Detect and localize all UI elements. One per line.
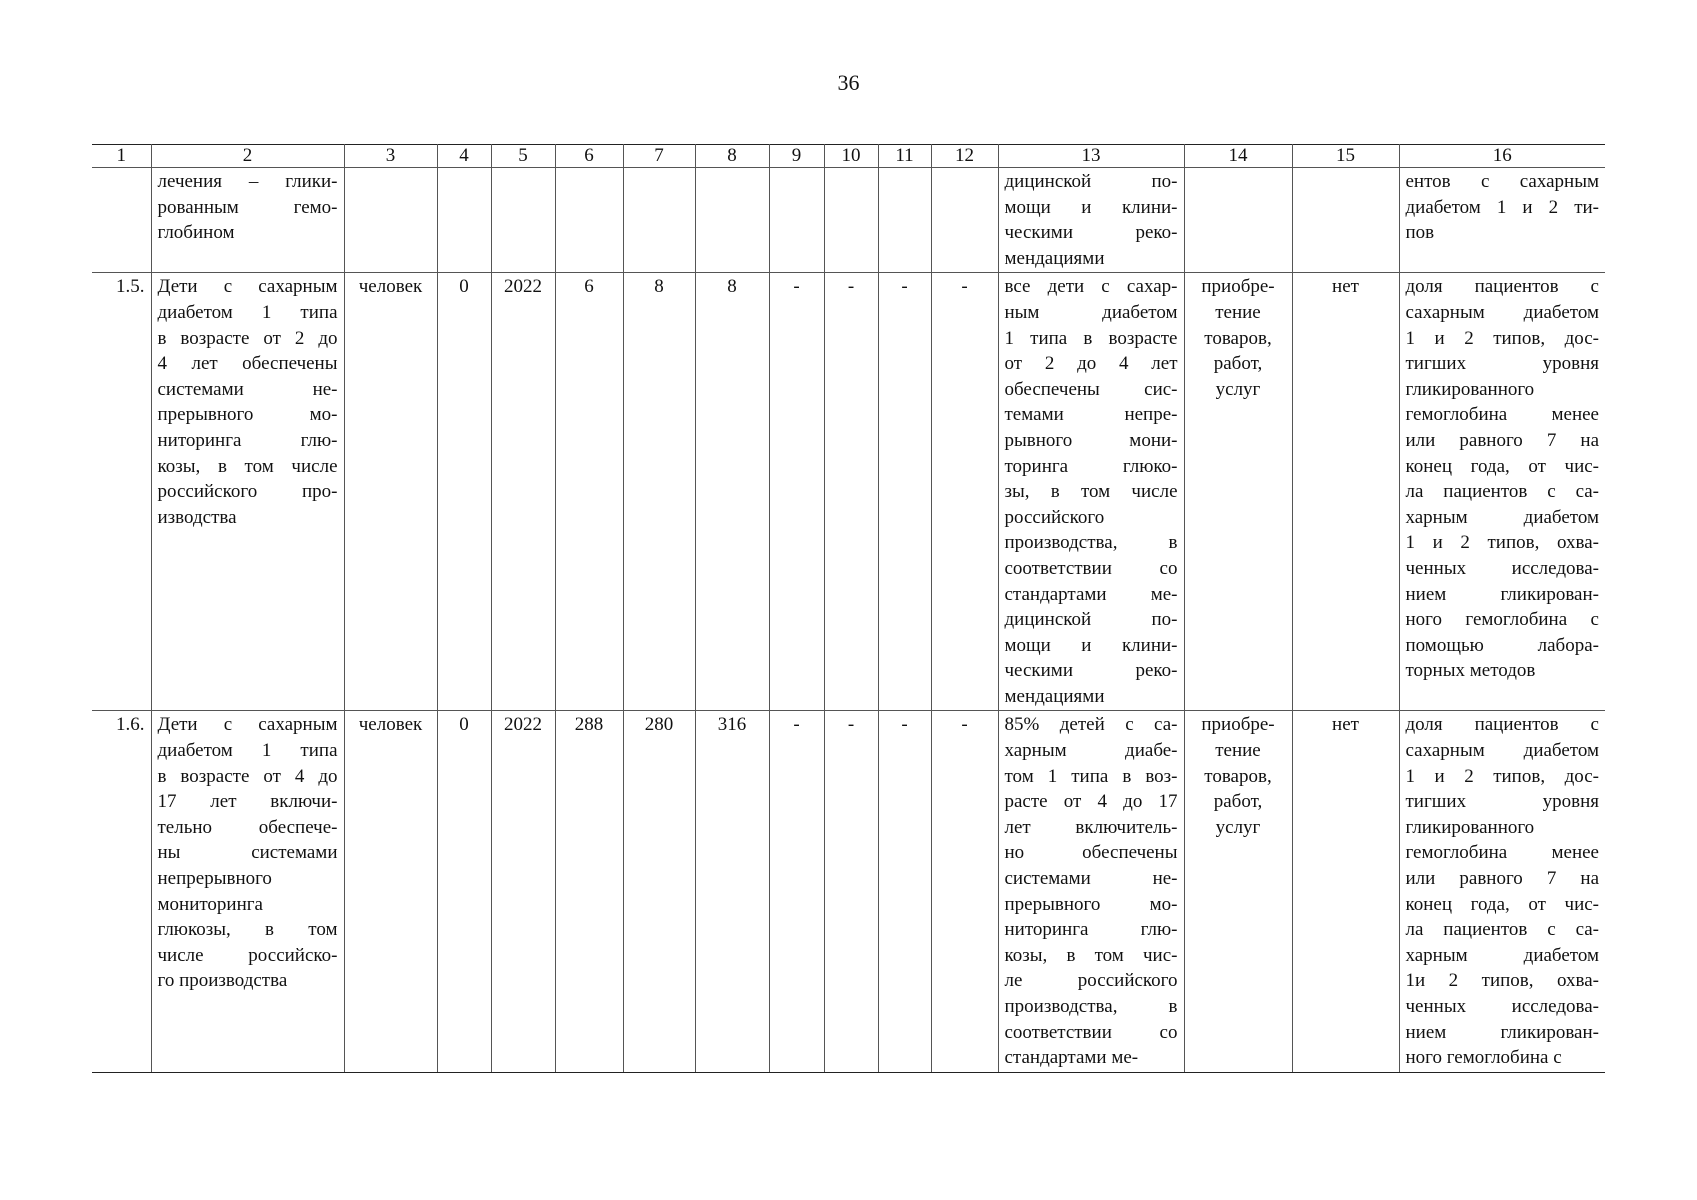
cell-col-14 xyxy=(1184,711,1292,1072)
cell-line: ческими реко- xyxy=(1004,660,1178,682)
column-header-4: 4 xyxy=(437,145,491,168)
column-header-13: 13 xyxy=(998,145,1184,168)
cell-line: системами не- xyxy=(1004,868,1178,890)
cell-line: 1 и 2 типов, дос- xyxy=(1405,765,1599,787)
cell-line: торинга глюко- xyxy=(1004,455,1178,477)
cell-line: в возрасте от 4 до xyxy=(157,765,338,787)
cell-line: ченных исследова- xyxy=(1405,557,1599,579)
cell-col-4: 0 xyxy=(437,273,491,711)
cell-col-3: человек xyxy=(344,273,437,711)
cell-line: козы, в том числе xyxy=(157,455,338,477)
cell-line: стандартами ме- xyxy=(1004,583,1178,605)
cell-line: 1и 2 типов, охва- xyxy=(1405,970,1599,992)
cell-col-11: - xyxy=(878,273,931,711)
cell-col-12: - xyxy=(931,711,998,1072)
cell-line: производства, в xyxy=(1004,996,1178,1017)
cell-col-6: 6 xyxy=(555,273,623,711)
cell-col-12 xyxy=(931,168,998,273)
column-header-9: 9 xyxy=(769,145,824,168)
cell-line: все дети с сахар- xyxy=(1004,276,1178,298)
cell-col-8 xyxy=(695,168,769,273)
cell-line: мониторинга xyxy=(157,893,263,915)
cell-line: доля пациентов с xyxy=(1405,276,1599,298)
table-row xyxy=(92,273,1605,711)
cell-line: нием гликирован- xyxy=(1405,1021,1599,1043)
cell-line: рованным гемо- xyxy=(157,196,338,218)
cell-col-9: - xyxy=(769,711,824,1072)
column-header-11: 11 xyxy=(878,145,931,168)
cell-line: тигших уровня xyxy=(1405,791,1599,813)
cell-col-2 xyxy=(151,168,344,273)
cell-line: соответствии со xyxy=(1004,557,1178,579)
cell-col-8: 8 xyxy=(695,273,769,711)
column-header-1: 1 xyxy=(92,145,151,168)
cell-line: конец года, от чис- xyxy=(1405,893,1599,915)
cell-line: или равного 7 на xyxy=(1405,868,1599,890)
cell-line: помощью лабора- xyxy=(1405,634,1599,656)
cell-col-2 xyxy=(151,711,344,1072)
cell-line: но обеспечены xyxy=(1004,842,1178,864)
cell-col-1: 1.5. xyxy=(92,273,151,711)
cell-line: торных методов xyxy=(1405,660,1536,682)
cell-line: сахарным диабетом xyxy=(1405,301,1599,323)
cell-col-5: 2022 xyxy=(491,711,555,1072)
cell-col-4: 0 xyxy=(437,711,491,1072)
cell-col-11: - xyxy=(878,711,931,1072)
column-header-15: 15 xyxy=(1292,145,1399,168)
cell-col-10: - xyxy=(824,711,878,1072)
cell-line: тельно обеспече- xyxy=(157,816,338,838)
cell-line: ла пациентов с са- xyxy=(1405,919,1599,941)
cell-line: числе российско- xyxy=(157,944,338,966)
cell-line: ченных исследова- xyxy=(1405,996,1599,1017)
cell-line: ческими реко- xyxy=(1004,222,1178,244)
table-row xyxy=(92,711,1605,1072)
cell-line: расте от 4 до 17 xyxy=(1004,791,1178,813)
cell-line: харным диабетом xyxy=(1405,944,1599,966)
cell-line: зы, в том числе xyxy=(1004,481,1178,503)
cell-col-8: 316 xyxy=(695,711,769,1072)
cell-col-15: нет xyxy=(1292,711,1399,1072)
cell-col-14 xyxy=(1184,273,1292,711)
cell-col-9 xyxy=(769,168,824,273)
cell-line: 1 и 2 типов, дос- xyxy=(1405,327,1599,349)
cell-line: обеспечены сис- xyxy=(1004,378,1178,400)
cell-col-13 xyxy=(998,273,1184,711)
cell-line: тение xyxy=(1215,301,1261,323)
cell-col-6 xyxy=(555,168,623,273)
cell-line: российского про- xyxy=(157,481,338,503)
column-header-14: 14 xyxy=(1184,145,1292,168)
cell-col-16 xyxy=(1399,273,1605,711)
cell-line: от 2 до 4 лет xyxy=(1004,353,1178,375)
column-header-2: 2 xyxy=(151,145,344,168)
cell-line: Дети с сахарным xyxy=(157,714,338,736)
cell-line: рывного мони- xyxy=(1004,429,1178,451)
cell-line: ле российского xyxy=(1004,970,1178,992)
cell-col-4 xyxy=(437,168,491,273)
cell-col-16 xyxy=(1399,711,1605,1072)
cell-col-7 xyxy=(623,168,695,273)
cell-line: мощи и клини- xyxy=(1004,634,1178,656)
cell-line: или равного 7 на xyxy=(1405,429,1599,451)
cell-line: работ, xyxy=(1213,791,1263,813)
cell-line: в возрасте от 2 до xyxy=(157,327,338,349)
cell-line: нием гликирован- xyxy=(1405,583,1599,605)
cell-line: дицинской по- xyxy=(1004,609,1178,631)
cell-col-14 xyxy=(1184,168,1292,273)
cell-line: соответствии со xyxy=(1004,1021,1178,1043)
column-header-3: 3 xyxy=(344,145,437,168)
cell-line: го производства xyxy=(157,970,288,992)
table-row xyxy=(92,168,1605,273)
cell-line: прерывного мо- xyxy=(1004,893,1178,915)
cell-col-3 xyxy=(344,168,437,273)
cell-line: изводства xyxy=(157,506,237,528)
cell-col-1: 1.6. xyxy=(92,711,151,1072)
cell-line: харным диабе- xyxy=(1004,740,1178,762)
cell-line: тигших уровня xyxy=(1405,353,1599,375)
cell-line: прерывного мо- xyxy=(157,404,338,426)
cell-line: товаров, xyxy=(1204,327,1272,349)
cell-line: темами непре- xyxy=(1004,404,1178,426)
cell-line: Дети с сахарным xyxy=(157,276,338,298)
cell-line: стандартами ме- xyxy=(1004,1047,1139,1069)
data-table xyxy=(92,144,1605,1073)
cell-line: ниторинга глю- xyxy=(157,429,338,451)
column-header-10: 10 xyxy=(824,145,878,168)
page-number: 36 xyxy=(837,70,860,95)
cell-line: ентов с сахарным xyxy=(1405,171,1599,192)
cell-line: козы, в том чис- xyxy=(1004,944,1178,966)
cell-line: том 1 типа в воз- xyxy=(1004,765,1178,787)
column-header-7: 7 xyxy=(623,145,695,168)
cell-col-11 xyxy=(878,168,931,273)
cell-line: тение xyxy=(1215,740,1261,762)
table-header-row xyxy=(92,145,1605,168)
cell-line: системами не- xyxy=(157,378,338,400)
cell-col-5 xyxy=(491,168,555,273)
cell-col-6: 288 xyxy=(555,711,623,1072)
cell-col-15 xyxy=(1292,168,1399,273)
cell-line: глобином xyxy=(157,222,235,244)
cell-line: ного гемоглобина с xyxy=(1405,609,1599,631)
cell-line: 85% детей с са- xyxy=(1004,714,1178,736)
cell-line: мендациями xyxy=(1004,247,1105,269)
cell-line: диабетом 1 типа xyxy=(157,740,338,762)
cell-line: российского xyxy=(1004,506,1105,528)
cell-line: ным диабетом xyxy=(1004,301,1178,323)
cell-line: производства, в xyxy=(1004,532,1178,554)
cell-line: ны системами xyxy=(157,842,338,864)
cell-line: ного гемоглобина с xyxy=(1405,1047,1562,1069)
cell-col-13 xyxy=(998,168,1184,273)
cell-line: харным диабетом xyxy=(1405,506,1599,528)
cell-line: непрерывного xyxy=(157,868,272,890)
cell-col-10 xyxy=(824,168,878,273)
cell-line: 1 типа в возрасте xyxy=(1004,327,1178,349)
cell-col-15: нет xyxy=(1292,273,1399,711)
cell-col-10: - xyxy=(824,273,878,711)
cell-col-1 xyxy=(92,168,151,273)
cell-line: доля пациентов с xyxy=(1405,714,1599,736)
cell-line: 17 лет включи- xyxy=(157,791,338,813)
cell-col-5: 2022 xyxy=(491,273,555,711)
cell-line: глюкозы, в том xyxy=(157,919,338,941)
cell-line: мощи и клини- xyxy=(1004,196,1178,218)
cell-line: лет включитель- xyxy=(1004,816,1178,838)
cell-line: ниторинга глю- xyxy=(1004,919,1178,941)
cell-col-12: - xyxy=(931,273,998,711)
column-header-12: 12 xyxy=(931,145,998,168)
cell-line: дицинской по- xyxy=(1004,171,1178,192)
cell-line: приобре- xyxy=(1201,714,1275,736)
cell-col-9: - xyxy=(769,273,824,711)
column-header-6: 6 xyxy=(555,145,623,168)
cell-line: 4 лет обеспечены xyxy=(157,353,338,375)
cell-line: услуг xyxy=(1215,378,1261,400)
table-body xyxy=(92,168,1605,1073)
cell-line: сахарным диабетом xyxy=(1405,740,1599,762)
cell-line: приобре- xyxy=(1201,276,1275,298)
cell-line: гемоглобина менее xyxy=(1405,842,1599,864)
cell-line: гемоглобина менее xyxy=(1405,404,1599,426)
cell-line: товаров, xyxy=(1204,765,1272,787)
column-header-8: 8 xyxy=(695,145,769,168)
column-header-5: 5 xyxy=(491,145,555,168)
cell-line: гликированного xyxy=(1405,378,1535,400)
cell-line: пов xyxy=(1405,222,1435,244)
cell-line: конец года, от чис- xyxy=(1405,455,1599,477)
cell-col-7: 8 xyxy=(623,273,695,711)
cell-col-16 xyxy=(1399,168,1605,273)
cell-line: гликированного xyxy=(1405,816,1535,838)
column-header-16: 16 xyxy=(1399,145,1605,168)
cell-col-3: человек xyxy=(344,711,437,1072)
cell-line: ла пациентов с са- xyxy=(1405,481,1599,503)
cell-col-2 xyxy=(151,273,344,711)
cell-col-13 xyxy=(998,711,1184,1072)
cell-line: диабетом 1 типа xyxy=(157,301,338,323)
cell-line: диабетом 1 и 2 ти- xyxy=(1405,196,1599,218)
cell-line: мендациями xyxy=(1004,685,1105,707)
cell-line: 1 и 2 типов, охва- xyxy=(1405,532,1599,554)
cell-line: услуг xyxy=(1215,816,1261,838)
cell-col-7: 280 xyxy=(623,711,695,1072)
cell-line: лечения – глики- xyxy=(157,171,338,192)
cell-line: работ, xyxy=(1213,353,1263,375)
